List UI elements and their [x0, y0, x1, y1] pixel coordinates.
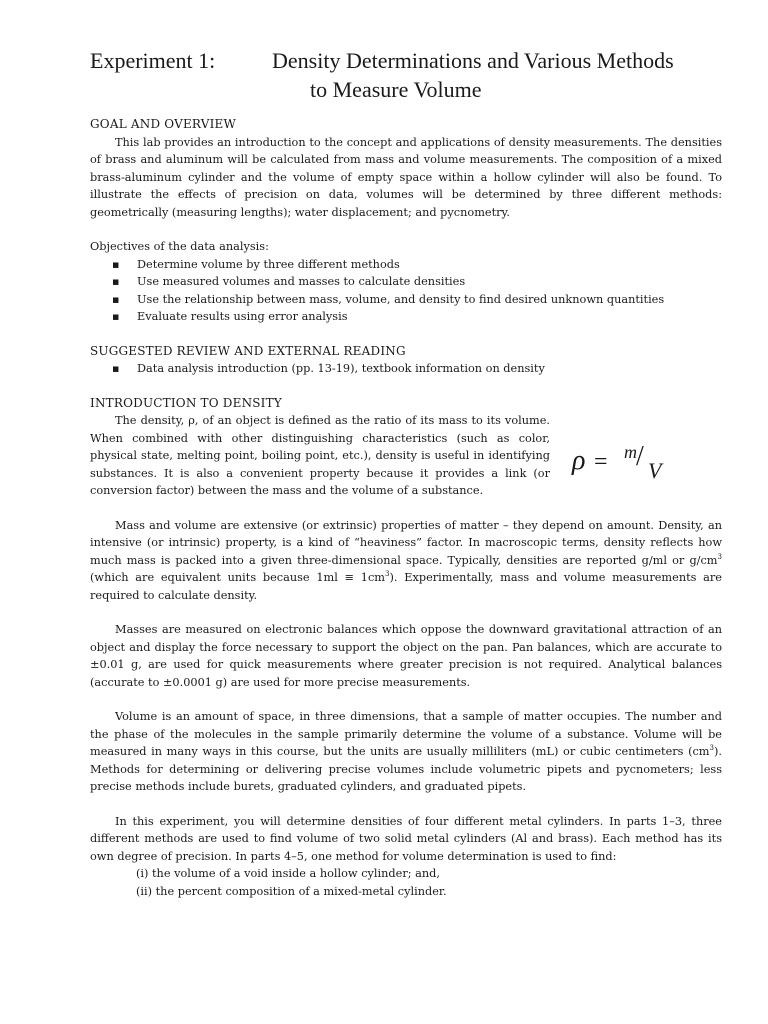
document-body	[90, 116, 722, 900]
masses-paragraph: Masses are measured on electronic balances which oppose the downward gravitational attraction of an object and display the force necessary to support the object on the pan. Pan balances, which are accurate to ±0.01 g, are used for quick measurements where greater precision is not required. Analytical balances (accurate to ±0.0001 g) are used for more precise measurements.	[90, 623, 722, 689]
density-formula	[572, 441, 692, 496]
formula-rho: ρ	[572, 445, 586, 476]
experiment-sub-item: (i) the volume of a void inside a hollow cylinder; and,	[136, 867, 440, 880]
formula-equals: =	[594, 449, 608, 475]
heading-introduction-density: INTRODUCTION TO DENSITY	[90, 395, 282, 410]
volume-paragraph: Volume is an amount of space, in three dimensions, that a sample of matter occupies. The number and the phase of the molecules in the sample primarily determine the volume of a substance. Volume will be measured in many ways in this course, but the units are usually milliliters (mL) or cubic centimeters $(cm^3)$. Methods for determining or delivering precise volumes include volumetric pipets and pycnometers; less precise methods include burets, graduated cylinders, and graduated pipets.	[90, 710, 722, 793]
list-item: ▪ Use measured volumes and masses to calculate densities	[112, 273, 722, 291]
objectives-intro: Objectives of the data analysis:	[90, 240, 269, 253]
density-intro-block	[90, 412, 722, 500]
title-experiment-number: Experiment 1:	[90, 48, 216, 73]
density-definition-paragraph: The density, ρ, of an object is defined as the ratio of its mass to its volume. When combined with other distinguishing characteristics (such as color, physical state, melting point, boiling point, etc.), density is useful in identifying substances. It is also a convenient property because it provides a link (or conversion factor) between the mass and the volume of a substance.	[90, 414, 550, 497]
experiment-sub-item: (ii) the percent composition of a mixed-metal cylinder.	[136, 884, 447, 898]
mass-volume-paragraph: Mass and volume are extensive (or extrinsic) properties of matter – they depend on amount. Density, an intensive (or intrinsic) property, is a kind of “heaviness” factor. In macroscopic terms, density reflects how much mass is packed into a given three-dimensional space. Typically, densities are reported g/ml or $g/cm^3$ (which are equivalent units because $1ml \equiv 1cm^3$). Experimentally, mass and volume measurements are required to calculate density.	[90, 518, 722, 602]
title-line-1: Density Determinations and Various Methods	[272, 48, 674, 73]
experiment-paragraph: In this experiment, you will determine densities of four different metal cylinders. In parts 1–3, three different methods are used to find volume of two solid metal cylinders (Al and brass). Each method has its own degree of precision. In parts 4–5, one method for volume determination is used to find:	[90, 814, 722, 863]
list-item: ▪ Use the relationship between mass, volume, and density to find desired unknown quantities	[112, 291, 722, 309]
heading-suggested-review: SUGGESTED REVIEW AND EXTERNAL READING	[90, 343, 406, 358]
list-item: ▪ Data analysis introduction (pp. 13-19), textbook information on density	[112, 360, 722, 378]
formula-volume: V	[648, 458, 662, 483]
formula-mass: m	[624, 442, 637, 462]
objectives-list	[90, 256, 722, 326]
list-item: ▪ Determine volume by three different methods	[112, 256, 722, 274]
title-line-2: to Measure Volume	[310, 77, 482, 102]
review-list	[90, 360, 722, 378]
goal-paragraph: This lab provides an introduction to the concept and applications of density measurements. The densities of brass and aluminum will be calculated from mass and volume measurements. The composition of a mixed brass-aluminum cylinder and the volume of empty space within a hollow cylinder will also be found. To illustrate the effects of precision on data, volumes will be determined by three different methods: geometrically (measuring lengths); water displacement; and pycnometry.	[90, 135, 722, 219]
list-item: ▪ Evaluate results using error analysis	[112, 308, 722, 326]
heading-goal-overview: GOAL AND OVERVIEW	[90, 117, 237, 131]
formula-slash: /	[636, 441, 644, 472]
